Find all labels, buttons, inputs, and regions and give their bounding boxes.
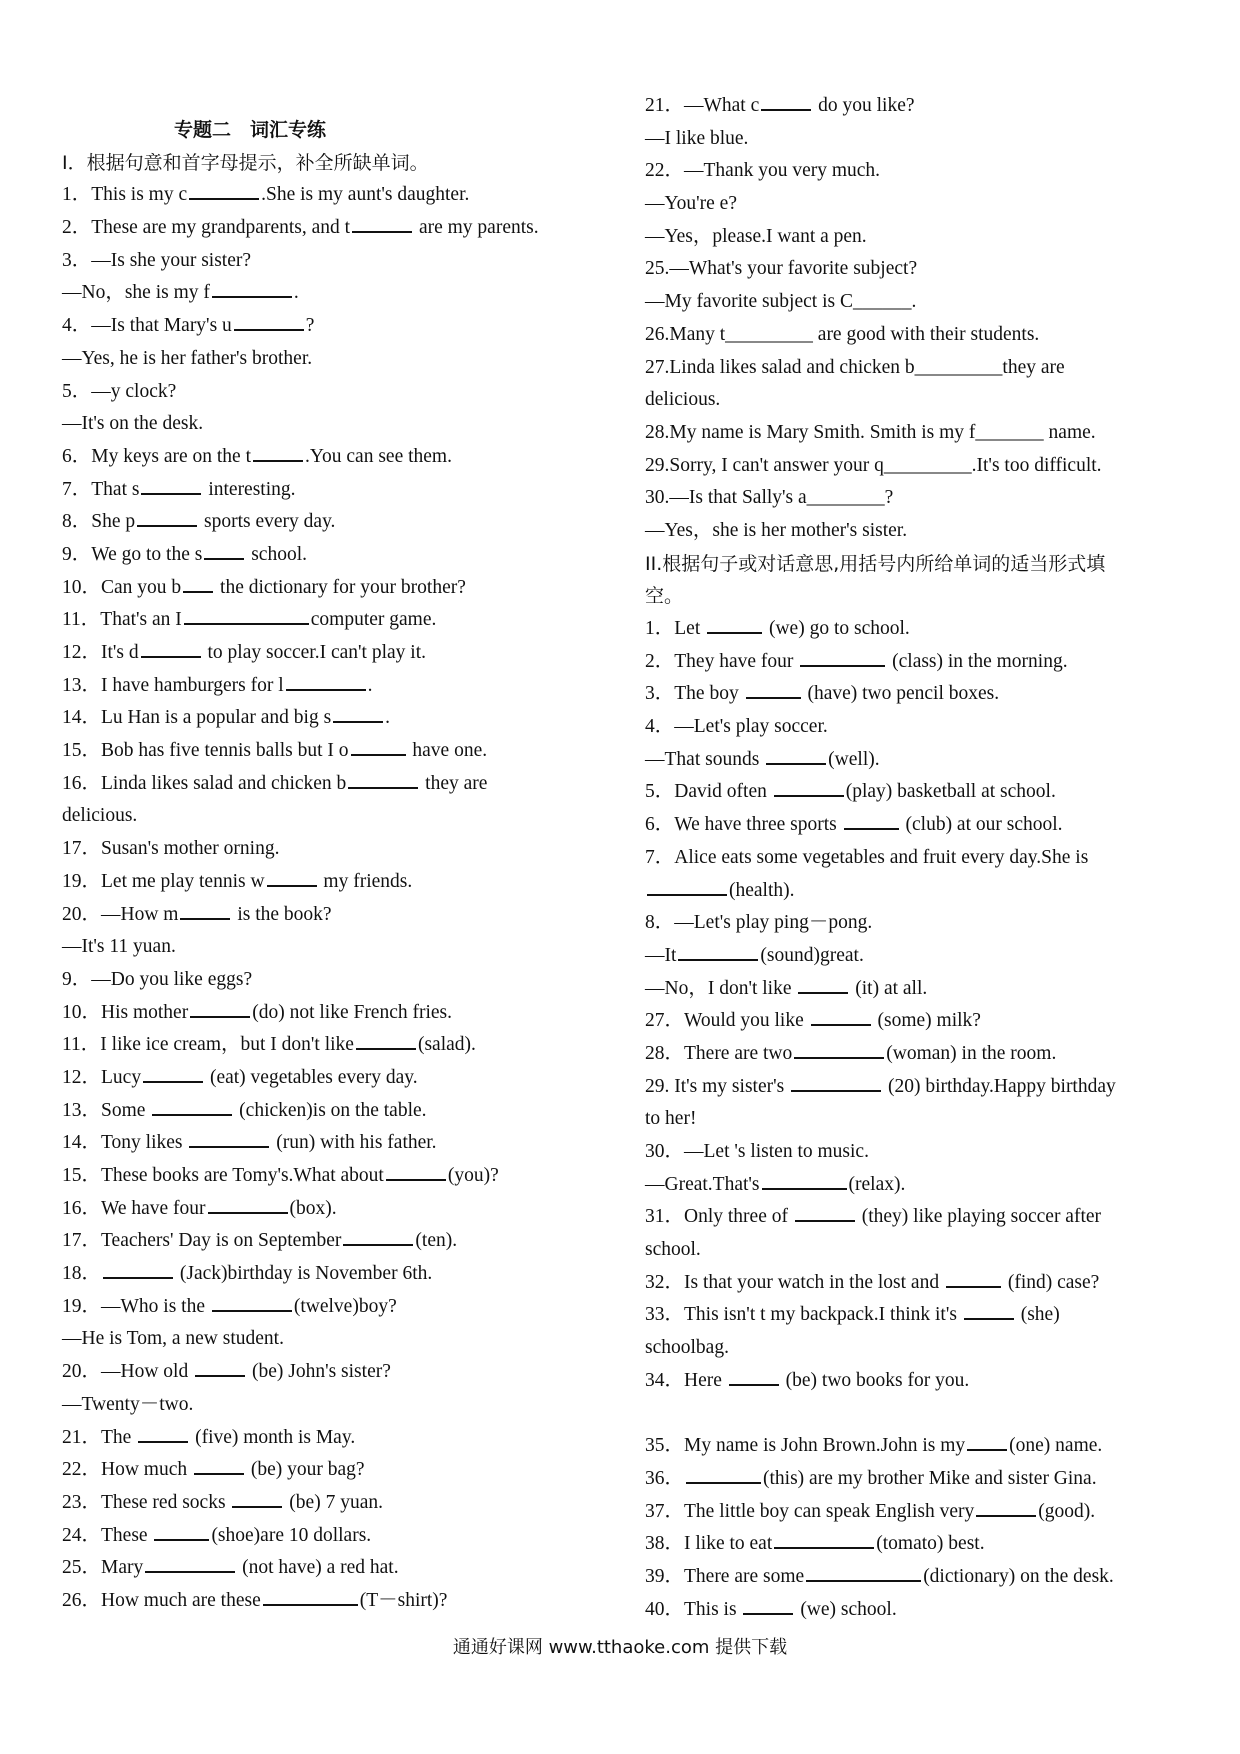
- exercise-line: [62, 343, 622, 376]
- answer-blank[interactable]: [746, 679, 801, 699]
- answer-blank[interactable]: [678, 941, 758, 961]
- exercise-text: (she): [1015, 1304, 1060, 1326]
- exercise-text: 13．Some: [62, 1099, 151, 1121]
- worksheet-title: 专题二 词汇专练: [174, 119, 327, 141]
- exercise-text: (sound)great.: [760, 944, 864, 966]
- exercise-text: 7．That s: [62, 478, 140, 500]
- exercise-text: —My favorite subject is C______.: [645, 291, 917, 313]
- answer-blank[interactable]: [333, 703, 383, 723]
- exercise-text: is the book?: [232, 903, 332, 925]
- exercise-text: 40．This is: [645, 1598, 742, 1620]
- exercise-line: [62, 1029, 622, 1062]
- exercise-text: 36．: [645, 1467, 685, 1489]
- exercise-line: [62, 408, 622, 441]
- exercise-line: [645, 1332, 1190, 1365]
- answer-blank[interactable]: [189, 1128, 269, 1148]
- exercise-line: [645, 1103, 1190, 1136]
- exercise-line: [645, 1005, 1190, 1038]
- answer-blank[interactable]: [386, 1161, 446, 1181]
- answer-blank[interactable]: [184, 605, 309, 625]
- exercise-text: (one) name.: [1009, 1435, 1103, 1457]
- exercise-line: [62, 768, 622, 801]
- exercise-text: 29.Sorry, I can't answer your q_________.It's too difficult.: [645, 454, 1102, 476]
- exercise-text: 33．This isn't t my backpack.I think it's: [645, 1304, 962, 1326]
- exercise-text: 3．The boy: [645, 683, 744, 705]
- exercise-line: [62, 277, 622, 310]
- exercise-text: (salad).: [417, 1034, 476, 1056]
- exercise-text: —You're e?: [645, 193, 737, 215]
- blank-line: [645, 1398, 1190, 1431]
- exercise-text: school.: [645, 1239, 701, 1261]
- exercise-text: 1．Let: [645, 618, 706, 639]
- answer-blank[interactable]: [103, 1259, 173, 1279]
- exercise-text: 23．These red socks: [62, 1491, 231, 1513]
- exercise-text: computer game.: [310, 609, 437, 631]
- exercise-line: [62, 179, 622, 212]
- exercise-line: [645, 1038, 1190, 1071]
- exercise-text: (we) school.: [795, 1598, 897, 1620]
- exercise-text: 15．Bob has five tennis balls but I o: [62, 740, 349, 762]
- answer-blank[interactable]: [137, 507, 197, 527]
- exercise-text: (Jack)birthday is November 6th.: [175, 1263, 433, 1285]
- exercise-text: 14．Tony likes: [62, 1132, 188, 1154]
- exercise-text: 29. It's my sister's: [645, 1075, 790, 1097]
- exercise-line: [645, 1169, 1190, 1202]
- exercise-line: [62, 1095, 622, 1128]
- exercise-line: [645, 1430, 1190, 1463]
- exercise-text: —Great.That's: [645, 1173, 760, 1195]
- exercise-line: [62, 637, 622, 670]
- answer-blank[interactable]: [946, 1268, 1001, 1288]
- exercise-text: 18．: [62, 1263, 102, 1285]
- exercise-text: —I like blue.: [645, 127, 749, 149]
- answer-blank[interactable]: [647, 876, 727, 896]
- answer-blank[interactable]: [967, 1431, 1007, 1451]
- exercise-text: are my parents.: [414, 217, 539, 239]
- exercise-line: [645, 515, 1190, 548]
- exercise-text: (it) at all.: [850, 977, 928, 999]
- exercise-text: 15．These books are Tomy's.What about: [62, 1165, 384, 1186]
- exercise-line: [62, 506, 622, 539]
- exercise-line: [645, 907, 1190, 940]
- exercise-line: [62, 376, 622, 409]
- exercise-line: [645, 940, 1190, 973]
- exercise-text: 11．That's an I: [62, 609, 182, 631]
- exercise-text: (dictionary) on the desk.: [923, 1565, 1114, 1587]
- exercise-line: [645, 613, 1190, 646]
- exercise-text: to her!: [645, 1108, 697, 1130]
- exercise-text: 22．—Thank you very much.: [645, 160, 881, 182]
- exercise-text: —Yes, he is her father's brother.: [62, 347, 313, 369]
- exercise-text: 8．—Let's play ping－pong.: [645, 912, 873, 934]
- exercise-line: [62, 212, 622, 245]
- exercise-line: [62, 1422, 622, 1455]
- exercise-text: —Twenty－two.: [62, 1393, 194, 1415]
- exercise-text: 8．She p: [62, 511, 136, 533]
- exercise-line: [62, 1552, 622, 1585]
- exercise-text: 2．These are my grandparents, and t: [62, 217, 351, 239]
- exercise-line: [62, 1585, 622, 1618]
- answer-blank[interactable]: [794, 1039, 884, 1059]
- exercise-line: [645, 417, 1190, 450]
- answer-blank[interactable]: [806, 1562, 921, 1582]
- exercise-text: 38．I like to eat: [645, 1533, 773, 1555]
- exercise-text: 17．Teachers' Day is on September: [62, 1230, 342, 1252]
- exercise-text: 25．Mary: [62, 1557, 144, 1579]
- exercise-text: 26.Many t_________ are good with their students.: [645, 323, 1040, 345]
- answer-blank[interactable]: [189, 180, 259, 200]
- answer-blank[interactable]: [190, 998, 250, 1018]
- exercise-line: [645, 155, 1190, 188]
- exercise-text: (they) like playing soccer after: [856, 1206, 1102, 1228]
- answer-blank[interactable]: [154, 1521, 209, 1541]
- exercise-line: [645, 744, 1190, 777]
- answer-blank[interactable]: [795, 1202, 855, 1222]
- answer-blank[interactable]: [253, 442, 303, 462]
- exercise-line: [645, 221, 1190, 254]
- answer-blank[interactable]: [183, 573, 213, 593]
- exercise-line: [645, 352, 1190, 385]
- exercise-text: (play) basketball at school.: [845, 781, 1056, 803]
- exercise-text: (find) case?: [1002, 1271, 1100, 1293]
- exercise-line: [645, 678, 1190, 711]
- exercise-text: (woman) in the room.: [886, 1042, 1057, 1064]
- exercise-text: .: [367, 674, 373, 696]
- exercise-text: —Yes，she is her mother's sister.: [645, 519, 908, 541]
- exercise-line: [645, 711, 1190, 744]
- exercise-text: delicious.: [645, 389, 721, 411]
- answer-blank[interactable]: [138, 1423, 188, 1443]
- exercise-text: 4．—Let's play soccer.: [645, 716, 828, 738]
- exercise-line: [62, 1258, 622, 1291]
- section-heading: 空。: [645, 585, 684, 608]
- exercise-text: (ten).: [415, 1230, 458, 1252]
- exercise-line: [62, 604, 622, 637]
- exercise-line: [645, 842, 1190, 875]
- exercise-text: 32．Is that your watch in the lost and: [645, 1271, 944, 1293]
- exercise-text: (this) are my brother Mike and sister Gina.: [763, 1467, 1097, 1489]
- exercise-line: [62, 1520, 622, 1553]
- exercise-text: 3．—Is she your sister?: [62, 249, 252, 271]
- exercise-text: 22．How much: [62, 1459, 192, 1481]
- exercise-line: [62, 1160, 622, 1193]
- exercise-text: 39．There are some: [645, 1565, 805, 1587]
- exercise-text: 35．My name is John Brown.John is my: [645, 1435, 966, 1457]
- exercise-line: [62, 539, 622, 572]
- exercise-line: [62, 1454, 622, 1487]
- exercise-text: ?: [305, 315, 315, 337]
- exercise-line: [645, 1136, 1190, 1169]
- exercise-text: sports every day.: [199, 511, 336, 533]
- exercise-text: 13．I have hamburgers for l: [62, 674, 284, 696]
- exercise-text: 20．—How old: [62, 1361, 194, 1383]
- exercise-text: 5．David often: [645, 781, 772, 803]
- exercise-text: (not have) a red hat.: [237, 1557, 399, 1579]
- exercise-text: 27.Linda likes salad and chicken b_________they are: [645, 356, 1065, 378]
- answer-blank[interactable]: [686, 1464, 761, 1484]
- exercise-line: [645, 319, 1190, 352]
- exercise-line: [645, 123, 1190, 156]
- exercise-text: the dictionary for your brother?: [215, 576, 466, 598]
- exercise-text: (health).: [729, 879, 795, 901]
- answer-blank[interactable]: [811, 1006, 871, 1026]
- exercise-text: (well).: [828, 748, 880, 770]
- exercise-text: (T－shirt)?: [359, 1589, 448, 1611]
- exercise-line: [62, 1225, 622, 1258]
- exercise-line: [645, 1267, 1190, 1300]
- exercise-text: 12．Lucy: [62, 1066, 142, 1088]
- exercise-text: 16．Linda likes salad and chicken b: [62, 772, 347, 794]
- exercise-text: (club) at our school.: [900, 814, 1063, 836]
- exercise-line: [645, 188, 1190, 221]
- exercise-text: 37．The little boy can speak English very: [645, 1500, 975, 1522]
- exercise-text: 28.My name is Mary Smith. Smith is my f_______ name.: [645, 421, 1096, 443]
- answer-blank[interactable]: [212, 278, 292, 298]
- exercise-text: 14．Lu Han is a popular and big s: [62, 707, 332, 729]
- exercise-line: [62, 1291, 622, 1324]
- page-footer: 通通好课网 www.tthaoke.com 提供下载: [452, 1637, 788, 1658]
- section-heading: II.根据句子或对话意思,用括号内所给单词的适当形式填: [645, 552, 1106, 575]
- exercise-line: [645, 1528, 1190, 1561]
- exercise-text: 34．Here: [645, 1369, 727, 1391]
- exercise-text: 7．Alice eats some vegetables and fruit every day.She is: [645, 846, 1089, 868]
- exercise-line: [62, 474, 622, 507]
- exercise-line: [645, 875, 1190, 908]
- exercise-text: .: [293, 282, 299, 304]
- right-column: [645, 90, 1190, 1626]
- answer-blank[interactable]: [348, 769, 418, 789]
- left-column: [62, 90, 622, 1618]
- answer-blank[interactable]: [352, 213, 412, 233]
- exercise-text: 20．—How m: [62, 903, 179, 925]
- answer-blank[interactable]: [798, 974, 848, 994]
- exercise-line: [62, 735, 622, 768]
- exercise-text: 27．Would you like: [645, 1010, 809, 1032]
- exercise-text: (chicken)is on the table.: [234, 1099, 427, 1121]
- exercise-text: 2．They have four: [645, 650, 799, 672]
- exercise-line: [645, 450, 1190, 483]
- exercise-text: 25.—What's your favorite subject?: [645, 258, 918, 280]
- exercise-line: [62, 866, 622, 899]
- exercise-line: [62, 670, 622, 703]
- exercise-text: (tomato) best.: [876, 1533, 985, 1555]
- exercise-text: delicious.: [62, 805, 138, 827]
- answer-blank[interactable]: [194, 1455, 244, 1475]
- exercise-text: (run) with his father.: [271, 1132, 437, 1154]
- exercise-text: my friends.: [318, 870, 413, 892]
- exercise-line: [62, 572, 622, 605]
- exercise-text: 31．Only three of: [645, 1206, 793, 1228]
- answer-blank[interactable]: [141, 638, 201, 658]
- exercise-text: —That sounds: [645, 748, 765, 770]
- exercise-line: [645, 776, 1190, 809]
- answer-blank[interactable]: [351, 736, 406, 756]
- answer-blank[interactable]: [143, 1063, 203, 1083]
- exercise-text: 4．—Is that Mary's u: [62, 315, 232, 337]
- exercise-line: [645, 1496, 1190, 1529]
- answer-blank[interactable]: [141, 475, 201, 495]
- exercise-text: 30．—Let 's listen to music.: [645, 1141, 869, 1162]
- exercise-line: [645, 253, 1190, 286]
- answer-blank[interactable]: [343, 1226, 413, 1246]
- exercise-text: (be) two books for you.: [780, 1369, 970, 1391]
- answer-blank[interactable]: [729, 1366, 779, 1386]
- exercise-text: (we) go to school.: [764, 618, 910, 639]
- exercise-line: [645, 1561, 1190, 1594]
- exercise-text: 21．—What c: [645, 95, 760, 116]
- exercise-line: [62, 1127, 622, 1160]
- exercise-line: [62, 899, 622, 932]
- exercise-line: [62, 1389, 622, 1422]
- exercise-text: (have) two pencil boxes.: [802, 683, 1000, 705]
- exercise-line: [62, 1062, 622, 1095]
- exercise-text: —He is Tom, a new student.: [62, 1328, 284, 1350]
- exercise-text: 24．These: [62, 1524, 153, 1546]
- exercise-text: schoolbag.: [645, 1337, 729, 1359]
- exercise-line: [645, 1071, 1190, 1104]
- exercise-text: (relax).: [848, 1173, 906, 1195]
- exercise-text: (you)?: [447, 1165, 499, 1186]
- answer-blank[interactable]: [707, 614, 762, 634]
- answer-blank[interactable]: [263, 1586, 358, 1606]
- answer-blank[interactable]: [800, 647, 885, 667]
- exercise-text: 21．The: [62, 1426, 137, 1448]
- exercise-line: [62, 931, 622, 964]
- exercise-text: 12．It's d: [62, 642, 139, 663]
- exercise-line: [62, 1193, 622, 1226]
- exercise-text: 9．We go to the s: [62, 543, 203, 565]
- exercise-line: [62, 702, 622, 735]
- exercise-text: —No，she is my f: [62, 282, 210, 304]
- exercise-line: [645, 1463, 1190, 1496]
- answer-blank[interactable]: [791, 1072, 881, 1092]
- exercise-line: [62, 441, 622, 474]
- answer-blank[interactable]: [774, 777, 844, 797]
- exercise-line: [62, 1356, 622, 1389]
- exercise-text: 6．My keys are on the t: [62, 445, 252, 467]
- exercise-text: (do) not like French fries.: [252, 1001, 453, 1023]
- answer-blank[interactable]: [743, 1595, 793, 1615]
- exercise-text: do you like?: [813, 95, 915, 116]
- exercise-line: [645, 1234, 1190, 1267]
- answer-blank[interactable]: [976, 1497, 1036, 1517]
- answer-blank[interactable]: [180, 900, 230, 920]
- exercise-line: [645, 1201, 1190, 1234]
- exercise-text: 11．I like ice cream，but I don't like: [62, 1034, 354, 1056]
- answer-blank[interactable]: [762, 1170, 847, 1190]
- exercise-text: 17．Susan's mother orning.: [62, 838, 280, 860]
- exercise-line: [645, 90, 1190, 123]
- exercise-text: have one.: [407, 740, 488, 762]
- exercise-line: [62, 245, 622, 278]
- exercise-text: (eat) vegetables every day.: [205, 1066, 418, 1088]
- exercise-line: [62, 833, 622, 866]
- exercise-text: 16．We have four: [62, 1197, 206, 1219]
- exercise-text: (box).: [289, 1197, 337, 1219]
- exercise-text: (shoe)are 10 dollars.: [211, 1524, 372, 1546]
- exercise-text: 5．—y clock?: [62, 380, 177, 402]
- answer-blank[interactable]: [761, 91, 811, 111]
- exercise-text: (be) your bag?: [246, 1459, 365, 1481]
- answer-blank[interactable]: [774, 1529, 874, 1549]
- exercise-text: 30.—Is that Sally's a________?: [645, 487, 894, 509]
- exercise-line: [645, 1299, 1190, 1332]
- answer-blank[interactable]: [844, 810, 899, 830]
- exercise-text: to play soccer.I can't play it.: [202, 642, 426, 663]
- exercise-text: school.: [246, 543, 307, 565]
- exercise-text: interesting.: [203, 478, 296, 500]
- exercise-text: —It's 11 yuan.: [62, 936, 176, 958]
- exercise-text: 6．We have three sports: [645, 814, 842, 836]
- exercise-text: —Yes，please.I want a pen.: [645, 225, 867, 247]
- exercise-line: [62, 964, 622, 997]
- exercise-text: 10．His mother: [62, 1001, 189, 1023]
- exercise-line: [62, 800, 622, 833]
- exercise-text: 28．There are two: [645, 1042, 793, 1064]
- exercise-text: 26．How much are these: [62, 1589, 261, 1611]
- exercise-line: [645, 973, 1190, 1006]
- answer-blank[interactable]: [152, 1096, 232, 1116]
- exercise-line: [645, 286, 1190, 319]
- exercise-line: [645, 1365, 1190, 1398]
- exercise-text: .: [385, 707, 391, 729]
- exercise-text: (good).: [1038, 1500, 1096, 1522]
- answer-blank[interactable]: [234, 311, 304, 331]
- exercise-text: (five) month is May.: [190, 1426, 356, 1448]
- exercise-text: 19．—Who is the: [62, 1295, 210, 1317]
- exercise-line: [645, 809, 1190, 842]
- exercise-line: [645, 646, 1190, 679]
- exercise-text: (class) in the morning.: [887, 650, 1068, 672]
- exercise-text: 9．—Do you like eggs?: [62, 968, 253, 990]
- section-heading: I．根据句意和首字母提示，补全所缺单词。: [62, 151, 429, 174]
- exercise-line: [645, 384, 1190, 417]
- exercise-text: .She is my aunt's daughter.: [261, 184, 470, 206]
- exercise-text: (be) John's sister?: [247, 1361, 391, 1383]
- exercise-text: (some) milk?: [872, 1010, 981, 1032]
- answer-blank[interactable]: [356, 1030, 416, 1050]
- answer-blank[interactable]: [232, 1488, 282, 1508]
- exercise-text: 10．Can you b: [62, 576, 182, 598]
- exercise-text: —It's on the desk.: [62, 413, 204, 435]
- exercise-text: 19．Let me play tennis w: [62, 870, 265, 892]
- answer-blank[interactable]: [145, 1553, 235, 1573]
- exercise-text: (20) birthday.Happy birthday: [883, 1075, 1116, 1097]
- exercise-line: [62, 1487, 622, 1520]
- answer-blank[interactable]: [212, 1292, 292, 1312]
- answer-blank[interactable]: [195, 1357, 245, 1377]
- exercise-text: —No，I don't like: [645, 977, 797, 999]
- exercise-text: .You can see them.: [305, 445, 452, 467]
- exercise-text: —It: [645, 944, 677, 966]
- answer-blank[interactable]: [204, 540, 244, 560]
- exercise-line: [62, 310, 622, 343]
- exercise-line: [62, 1323, 622, 1356]
- answer-blank[interactable]: [208, 1194, 288, 1214]
- exercise-text: (be) 7 yuan.: [284, 1491, 383, 1513]
- answer-blank[interactable]: [267, 867, 317, 887]
- exercise-line: [645, 1594, 1190, 1627]
- exercise-text: (twelve)boy?: [293, 1295, 397, 1317]
- answer-blank[interactable]: [964, 1300, 1014, 1320]
- exercise-line: [62, 997, 622, 1030]
- exercise-text: they are: [420, 772, 488, 794]
- exercise-text: 1．This is my c: [62, 184, 188, 206]
- exercise-line: [645, 482, 1190, 515]
- answer-blank[interactable]: [766, 745, 826, 765]
- answer-blank[interactable]: [286, 671, 366, 691]
